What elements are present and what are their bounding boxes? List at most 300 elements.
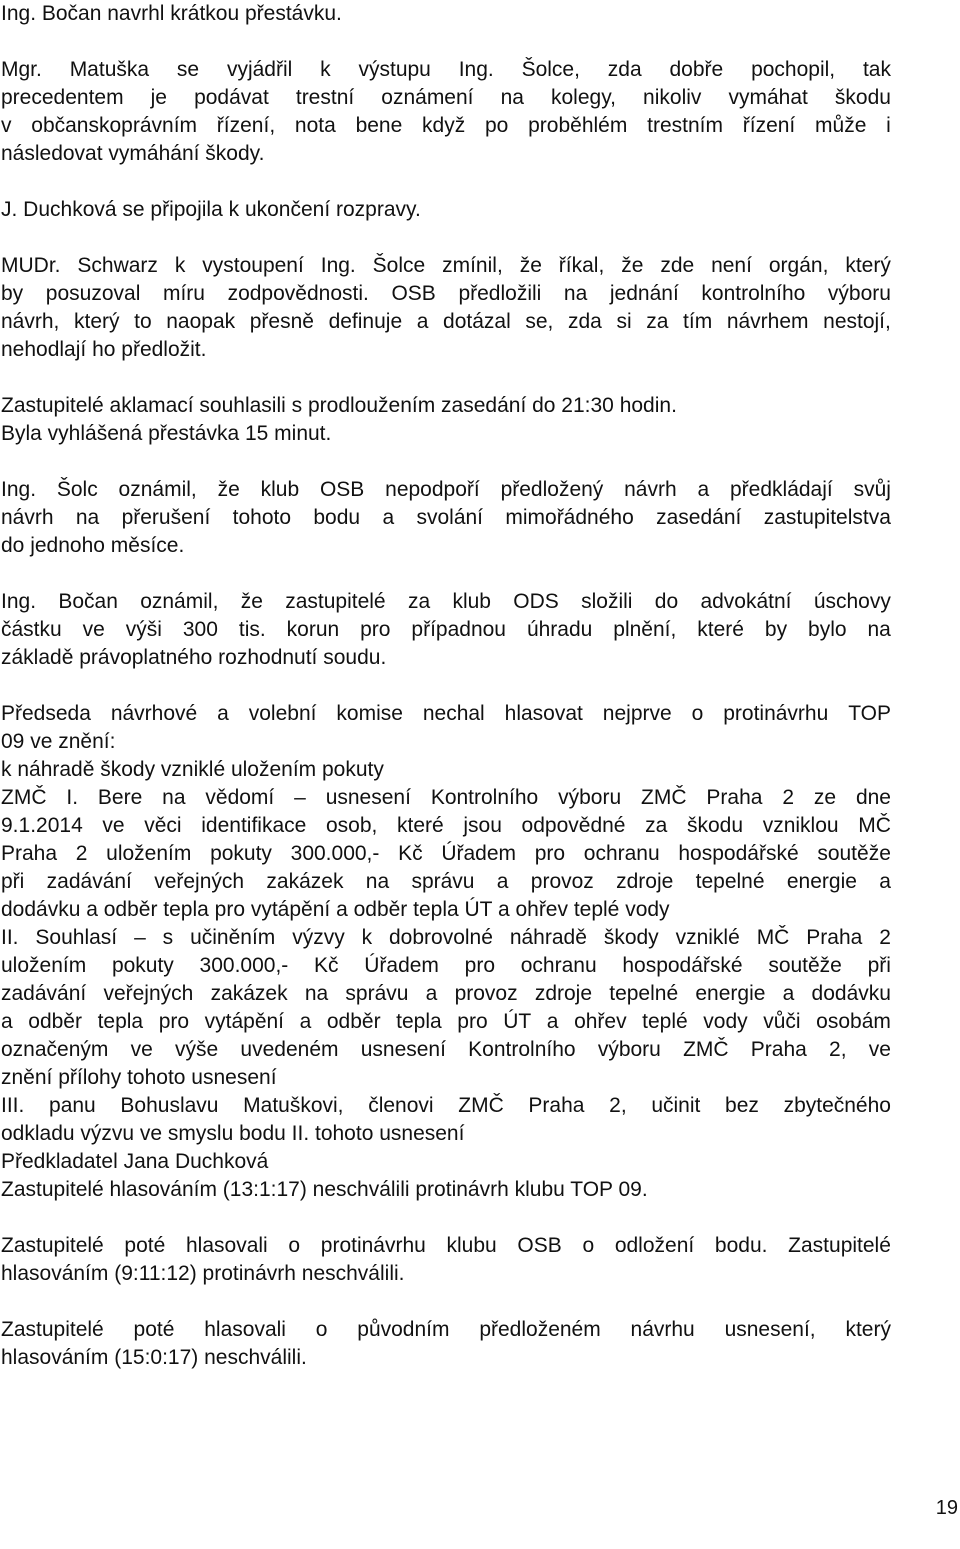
- word: 300.000,-: [199, 954, 289, 977]
- text-line: [1, 980, 891, 1008]
- text-line: [1, 784, 891, 812]
- word: volební: [248, 702, 317, 725]
- word: o: [288, 1234, 301, 1257]
- word: při: [867, 954, 891, 977]
- word: zdroje: [534, 982, 593, 1005]
- word: poté: [133, 1318, 175, 1341]
- word: –: [134, 926, 146, 949]
- word: odpovědné: [521, 814, 626, 837]
- word: a: [879, 870, 891, 893]
- word: svůj: [853, 478, 891, 501]
- text-line: [1, 588, 891, 616]
- word: návrhu: [630, 1318, 695, 1341]
- word: OSB: [517, 1234, 562, 1257]
- word: a: [546, 1010, 559, 1033]
- word: odběr: [28, 1010, 82, 1033]
- word: pro: [158, 1010, 190, 1033]
- word: ve: [130, 1038, 153, 1061]
- word: TOP: [848, 702, 891, 725]
- word: ochranu: [520, 954, 597, 977]
- word: usnesení: [360, 1038, 446, 1061]
- word: tím: [683, 310, 713, 333]
- word: že: [217, 478, 240, 501]
- text-line: [1, 112, 891, 140]
- paragraph: [1, 1232, 891, 1288]
- word: zadávání: [46, 870, 132, 893]
- word: Úřadem: [441, 842, 517, 865]
- word: výboru: [558, 786, 622, 809]
- word: II.: [1, 926, 19, 949]
- word: veřejných: [103, 982, 194, 1005]
- word: výši: [125, 618, 162, 641]
- word: osobám: [816, 1010, 891, 1033]
- word: zadávání: [1, 982, 87, 1005]
- text-line: [1, 308, 891, 336]
- word: posuzoval: [45, 282, 141, 305]
- word: bodu: [313, 506, 361, 529]
- word: vůči: [763, 1010, 801, 1033]
- text-line: [1, 616, 891, 644]
- word: Ing.: [1, 590, 37, 613]
- word: na: [867, 618, 891, 641]
- word: oznámil,: [140, 590, 219, 613]
- word: za: [646, 310, 669, 333]
- word: usnesení,: [724, 1318, 816, 1341]
- word: energie: [695, 982, 766, 1005]
- word: komise: [336, 702, 403, 725]
- word: nechal: [422, 702, 485, 725]
- word: Šolc: [56, 478, 98, 501]
- word: při: [1, 870, 25, 893]
- word: a: [425, 982, 438, 1005]
- word: poté: [124, 1234, 166, 1257]
- word: složili: [581, 590, 633, 613]
- word: soutěže: [768, 954, 842, 977]
- word: a: [1, 1010, 13, 1033]
- text-line: Zastupitelé hlasováním (13:1:17) neschválili protinávrh klubu TOP 09.: [1, 1178, 648, 1201]
- paragraph: [1, 56, 891, 168]
- word: III.: [1, 1094, 25, 1117]
- word: nestojí,: [823, 310, 891, 333]
- word: ve: [82, 618, 105, 641]
- text-line: k náhradě škody vzniklé uložením pokuty: [1, 758, 384, 781]
- word: Praha: [706, 786, 763, 809]
- text-line: odkladu výzvu ve smyslu bodu II. tohoto usnesení: [1, 1122, 465, 1145]
- word: kontrolního: [701, 282, 806, 305]
- word: nepodpoří: [385, 478, 480, 501]
- word: s: [162, 926, 174, 949]
- paragraph: [1, 196, 891, 224]
- word: ve: [868, 1038, 891, 1061]
- word: zdroje: [616, 870, 674, 893]
- word: precedentem: [1, 86, 124, 109]
- word: i: [886, 114, 891, 137]
- word: 2: [782, 786, 794, 809]
- paragraph: [1, 700, 891, 1204]
- word: Matuškovi,: [243, 1094, 344, 1117]
- word: nota: [294, 114, 336, 137]
- word: hospodářské: [678, 842, 799, 865]
- text-line: [1, 1008, 891, 1036]
- word: pro: [534, 842, 566, 865]
- word: na: [563, 282, 588, 305]
- word: naopak: [166, 310, 236, 333]
- word: osob,: [325, 814, 378, 837]
- word: Bere: [97, 786, 143, 809]
- text-line: [1, 84, 891, 112]
- text-line: znění přílohy tohoto usnesení: [1, 1066, 277, 1089]
- word: k: [320, 58, 331, 81]
- word: a: [382, 506, 395, 529]
- text-line: [1, 868, 891, 896]
- word: Praha: [806, 926, 863, 949]
- word: tepelné: [695, 870, 765, 893]
- word: pochopil,: [751, 58, 836, 81]
- text-line: Předkladatel Jana Duchková: [1, 1150, 269, 1173]
- word: dne: [855, 786, 891, 809]
- word: zda: [568, 310, 602, 333]
- word: zde: [660, 254, 695, 277]
- word: tis.: [238, 618, 266, 641]
- word: mimořádného: [505, 506, 634, 529]
- word: Kontrolního: [468, 1038, 576, 1061]
- word: nejprve: [602, 702, 672, 725]
- word: protinávrhu: [723, 702, 829, 725]
- word: panu: [49, 1094, 96, 1117]
- text-line: hlasováním (9:11:12) protinávrh neschválili.: [1, 1262, 405, 1285]
- word: vytápění: [204, 1010, 285, 1033]
- text-line: [1, 56, 891, 84]
- text-line: [1, 1092, 891, 1120]
- word: ODS: [513, 590, 559, 613]
- word: vyjádřil: [226, 58, 293, 81]
- word: ohřev: [574, 1010, 627, 1033]
- word: soutěže: [817, 842, 891, 865]
- word: zasedání: [656, 506, 742, 529]
- word: bylo: [808, 618, 847, 641]
- word: plnění,: [613, 618, 677, 641]
- text-line: J. Duchková se připojila k ukončení rozpravy.: [1, 198, 421, 221]
- word: svolání: [416, 506, 484, 529]
- paragraph: [1, 1316, 891, 1372]
- word: zda: [607, 58, 642, 81]
- word: MČ: [756, 926, 790, 949]
- word: Praha: [528, 1094, 585, 1117]
- word: Zastupitelé: [788, 1234, 891, 1257]
- word: energie: [786, 870, 857, 893]
- word: OSB: [391, 282, 436, 305]
- word: korun: [286, 618, 340, 641]
- word: vymáhat: [728, 86, 808, 109]
- word: si: [616, 310, 632, 333]
- word: Matuška: [69, 58, 150, 81]
- word: správu: [345, 982, 409, 1005]
- word: dobrovolné: [389, 926, 493, 949]
- word: kolegy,: [551, 86, 616, 109]
- word: Praha: [750, 1038, 807, 1061]
- word: MČ: [858, 814, 891, 837]
- text-line: [1, 700, 891, 728]
- word: Kč: [398, 842, 423, 865]
- word: návrhem: [726, 310, 809, 333]
- word: bodu.: [714, 1234, 768, 1257]
- word: zakázek: [210, 982, 288, 1005]
- word: Mgr.: [1, 58, 42, 81]
- word: Praha: [1, 842, 58, 865]
- word: a: [416, 310, 429, 333]
- word: zodpovědnosti.: [227, 282, 369, 305]
- word: oznámení: [381, 86, 474, 109]
- word: odběr: [326, 1010, 381, 1033]
- word: který: [845, 254, 891, 277]
- word: návrh: [1, 506, 54, 529]
- word: řízení,: [216, 114, 276, 137]
- word: usnesení: [325, 786, 411, 809]
- word: návrh: [624, 478, 677, 501]
- word: v: [1, 114, 12, 137]
- paragraph: [1, 0, 891, 28]
- text-line: Zastupitelé aklamací souhlasili s prodloužením zasedání do 21:30 hodin.: [1, 394, 677, 417]
- word: částku: [1, 618, 62, 641]
- word: hospodářské: [622, 954, 743, 977]
- word: označeným: [1, 1038, 109, 1061]
- word: by: [1, 282, 24, 305]
- word: Kontrolního: [430, 786, 539, 809]
- word: Schwarz: [77, 254, 158, 277]
- word: 300.000,-: [290, 842, 380, 865]
- word: oznámil,: [118, 478, 197, 501]
- word: a: [782, 982, 795, 1005]
- text-line: [1, 1036, 891, 1064]
- word: definuje: [328, 310, 403, 333]
- word: uložením: [106, 842, 192, 865]
- word: za: [407, 590, 431, 613]
- word: původním: [357, 1318, 450, 1341]
- word: ZMČ: [683, 1038, 729, 1061]
- word: Souhlasí: [35, 926, 118, 949]
- word: jednání: [609, 282, 679, 305]
- word: Předseda: [1, 702, 91, 725]
- text-line: [1, 952, 891, 980]
- word: že: [519, 254, 542, 277]
- word: Úřadem: [364, 954, 439, 977]
- word: k: [174, 254, 186, 277]
- word: orgán,: [768, 254, 829, 277]
- word: přesně: [249, 310, 314, 333]
- word: předkládají: [730, 478, 833, 501]
- text-line: [1, 840, 891, 868]
- word: tepelné: [609, 982, 679, 1005]
- word: Zastupitelé: [1, 1318, 104, 1341]
- text-line: [1, 1316, 891, 1344]
- word: a: [299, 1010, 312, 1033]
- word: ve: [102, 814, 125, 837]
- word: míru: [162, 282, 205, 305]
- word: proběhlém: [528, 114, 628, 137]
- word: odložení: [614, 1234, 695, 1257]
- word: ZMČ: [1, 786, 47, 809]
- word: Ing.: [1, 478, 37, 501]
- text-line: [1, 252, 891, 280]
- word: Bočan: [58, 590, 118, 613]
- text-line: [1, 1232, 891, 1260]
- word: tohoto: [232, 506, 292, 529]
- word: učiněním: [190, 926, 276, 949]
- word: 2,: [609, 1094, 627, 1117]
- word: o: [691, 702, 704, 725]
- word: Zastupitelé: [1, 1234, 104, 1257]
- word: 2: [75, 842, 88, 865]
- word: zakázek: [266, 870, 344, 893]
- word: trestní: [295, 86, 355, 109]
- text-line: [1, 924, 891, 952]
- text-line: hlasováním (15:0:17) neschválili.: [1, 1346, 307, 1369]
- word: přerušení: [121, 506, 211, 529]
- word: dobře: [669, 58, 724, 81]
- text-line: Ing. Bočan navrhl krátkou přestávku.: [1, 2, 342, 25]
- word: se: [176, 58, 200, 81]
- word: Bohuslavu: [120, 1094, 219, 1117]
- word: tepla: [396, 1010, 442, 1033]
- word: že: [621, 254, 644, 277]
- word: nikoliv: [643, 86, 702, 109]
- word: zastupitelé: [285, 590, 386, 613]
- word: hlasovali: [204, 1318, 286, 1341]
- word: hlasovali: [185, 1234, 268, 1257]
- text-line: [1, 812, 891, 840]
- word: bene: [355, 114, 403, 137]
- word: správu: [411, 870, 475, 893]
- word: na: [365, 870, 390, 893]
- word: pro: [457, 1010, 488, 1033]
- word: může: [815, 114, 867, 137]
- text-line: [1, 504, 891, 532]
- page-number: 19: [935, 1497, 958, 1519]
- word: když: [422, 114, 466, 137]
- word: jsou: [463, 814, 502, 837]
- word: za: [645, 814, 668, 837]
- text-line: následovat vymáhání škody.: [1, 142, 265, 165]
- paragraph: [1, 252, 891, 364]
- word: pro: [464, 954, 496, 977]
- word: OSB: [319, 478, 365, 501]
- word: advokátní: [700, 590, 792, 613]
- word: který: [73, 310, 120, 333]
- word: výzvy: [292, 926, 345, 949]
- word: se,: [525, 310, 554, 333]
- word: I.: [66, 786, 79, 809]
- word: 2: [879, 926, 891, 949]
- text-line: [1, 476, 891, 504]
- word: návrhové: [110, 702, 198, 725]
- word: řízení: [742, 114, 796, 137]
- text-line: základě právoplatného rozhodnutí soudu.: [1, 646, 387, 669]
- word: na: [304, 982, 329, 1005]
- word: říkal,: [558, 254, 605, 277]
- word: uložením: [1, 954, 87, 977]
- word: o: [582, 1234, 595, 1257]
- text-line: do jednoho měsíce.: [1, 534, 185, 557]
- word: uvedeném: [240, 1038, 339, 1061]
- word: vzniklou: [762, 814, 839, 837]
- word: vody: [703, 1010, 748, 1033]
- paragraph: [1, 588, 891, 672]
- word: že: [240, 590, 263, 613]
- word: ÚT: [503, 1010, 532, 1033]
- word: předložený: [500, 478, 604, 501]
- word: zbytečného: [783, 1094, 891, 1117]
- word: který: [845, 1318, 891, 1341]
- word: na: [500, 86, 524, 109]
- word: výboru: [597, 1038, 661, 1061]
- word: které: [397, 814, 444, 837]
- word: bez: [725, 1094, 759, 1117]
- word: veřejných: [154, 870, 245, 893]
- word: trestním: [647, 114, 723, 137]
- text-line: Byla vyhlášená přestávka 15 minut.: [1, 422, 332, 445]
- word: zmínil,: [442, 254, 503, 277]
- word: úschovy: [813, 590, 891, 613]
- word: členovi: [368, 1094, 434, 1117]
- word: na: [75, 506, 100, 529]
- word: Kč: [314, 954, 339, 977]
- word: 2,: [829, 1038, 847, 1061]
- word: a: [217, 702, 229, 725]
- paragraph: [1, 392, 891, 448]
- word: pro: [360, 618, 391, 641]
- word: po: [485, 114, 509, 137]
- word: klubu: [446, 1234, 497, 1257]
- word: případnou: [411, 618, 506, 641]
- word: škody: [603, 926, 659, 949]
- word: dodávku: [811, 982, 891, 1005]
- word: pokuty: [210, 842, 272, 865]
- word: Ing.: [320, 254, 356, 277]
- word: 9.1.2014: [1, 814, 83, 837]
- word: MUDr.: [1, 254, 61, 277]
- word: učinit: [651, 1094, 701, 1117]
- word: které: [697, 618, 744, 641]
- word: klub: [452, 590, 491, 613]
- word: a: [496, 870, 509, 893]
- word: o: [315, 1318, 328, 1341]
- word: výstupu: [358, 58, 431, 81]
- text-line: dodávku a odběr tepla pro vytápění a odběr tepla ÚT a ohřev teplé vody: [1, 898, 670, 921]
- word: není: [711, 254, 752, 277]
- word: do: [654, 590, 679, 613]
- word: náhradě: [509, 926, 587, 949]
- word: teplé: [642, 1010, 688, 1033]
- word: to: [134, 310, 152, 333]
- word: na: [162, 786, 186, 809]
- word: ze: [813, 786, 837, 809]
- word: –: [294, 786, 306, 809]
- word: a: [697, 478, 710, 501]
- word: 300: [182, 618, 218, 641]
- text-line: nehodlají ho předložit.: [1, 338, 207, 361]
- word: protinávrhu: [320, 1234, 426, 1257]
- word: vědomí: [205, 786, 275, 809]
- word: ZMČ: [458, 1094, 504, 1117]
- word: škodu: [686, 814, 744, 837]
- word: dotázal: [443, 310, 511, 333]
- text-line: 09 ve znění:: [1, 730, 116, 753]
- word: identifikace: [201, 814, 307, 837]
- paragraph: [1, 476, 891, 560]
- word: předloženém: [479, 1318, 601, 1341]
- word: provoz: [530, 870, 594, 893]
- word: návrh,: [1, 310, 60, 333]
